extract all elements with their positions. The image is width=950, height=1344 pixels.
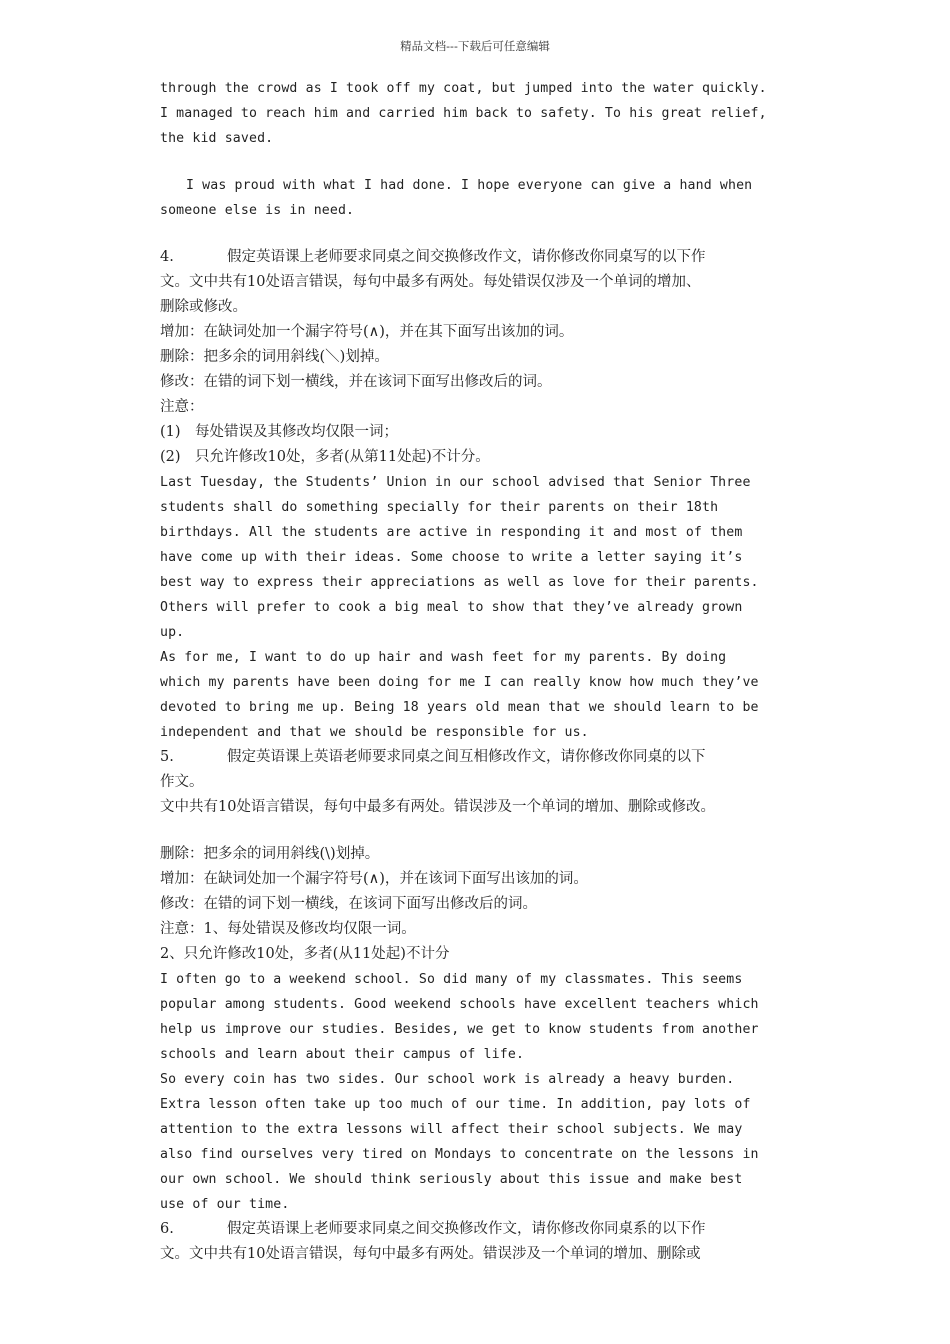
essay-line: up. xyxy=(160,625,185,640)
essay-line: So every coin has two sides. Our school work is already a heavy burden. xyxy=(160,1072,735,1087)
rule-line: 修改：在错的词下划一横线，在该词下面写出修改后的词。 xyxy=(160,896,537,912)
essay-line: Others will prefer to cook a big meal to show that they’ve already grown xyxy=(160,600,743,615)
instruction-line: 文。文中共有10处语言错误，每句中最多有两处。错误涉及一个单词的增加、删除或 xyxy=(160,1246,701,1262)
essay-line: also find ourselves very tired on Mondays to concentrate on the lessons in xyxy=(160,1147,759,1162)
exercise-number: 4. xyxy=(160,249,174,265)
essay-line: schools and learn about their campus of life. xyxy=(160,1047,525,1062)
instruction-line: 假定英语课上老师要求同桌之间交换修改作文，请你修改你同桌写的以下作 xyxy=(227,249,706,265)
rule-line: 删除：把多余的词用斜线(\)划掉。 xyxy=(160,846,380,862)
essay-line: As for me, I want to do up hair and wash feet for my parents. By doing xyxy=(160,650,727,665)
essay-line: Last Tuesday, the Students’ Union in our school advised that Senior Three xyxy=(160,475,751,490)
instruction-line: 文中共有10处语言错误，每句中最多有两处。错误涉及一个单词的增加、删除或修改。 xyxy=(160,799,715,815)
exercise-heading xyxy=(160,245,800,270)
instruction-line: 增加：在缺词处加一个漏字符号(∧)，并在其下面写出该加的词。 xyxy=(160,324,574,340)
exercise-heading xyxy=(160,745,800,770)
exercise-5 xyxy=(160,745,800,1217)
instruction-line: 假定英语课上老师要求同桌之间交换修改作文，请你修改你同桌系的以下作 xyxy=(227,1221,706,1237)
exercise-4 xyxy=(160,245,800,745)
rule-line: 增加：在缺词处加一个漏字符号(∧)，并在该词下面写出该加的词。 xyxy=(160,871,588,887)
exercise-heading xyxy=(160,1217,800,1242)
exercise-number: 6. xyxy=(160,1221,174,1237)
document-body xyxy=(160,76,800,1267)
essay-line: I often go to a weekend school. So did many of my classmates. This seems xyxy=(160,972,743,987)
essay-line: best way to express their appreciations as well as love for their parents. xyxy=(160,575,759,590)
instruction-line: 假定英语课上英语老师要求同桌之间互相修改作文，请你修改你同桌的以下 xyxy=(227,749,706,765)
instruction-line: (2) 只允许修改10处，多者(从第11处起)不计分。 xyxy=(160,449,490,465)
instruction-line: 删除：把多余的词用斜线(＼)划掉。 xyxy=(160,349,389,365)
instruction-line: 作文。 xyxy=(160,774,204,790)
instruction-line: 注意： xyxy=(160,399,204,415)
text-line: through the crowd as I took off my coat, but jumped into the water quickly. xyxy=(160,81,767,96)
essay-line: popular among students. Good weekend schools have excellent teachers which xyxy=(160,997,759,1012)
essay-continuation xyxy=(160,76,800,245)
essay-line: use of our time. xyxy=(160,1197,290,1212)
text-line: I was proud with what I had done. I hope everyone can give a hand when xyxy=(186,178,753,193)
essay-line: which my parents have been doing for me I can really know how much they’ve xyxy=(160,675,759,690)
text-line: the kid saved. xyxy=(160,131,274,146)
essay-line: students shall do something specially for their parents on their 18th xyxy=(160,500,719,515)
essay-line: independent and that we should be responsible for us. xyxy=(160,725,589,740)
instruction-line: 修改：在错的词下划一横线，并在该词下面写出修改后的词。 xyxy=(160,374,552,390)
essay-line: have come up with their ideas. Some choose to write a letter saying it’s xyxy=(160,550,743,565)
essay-line: help us improve our studies. Besides, we get to know students from another xyxy=(160,1022,759,1037)
essay-line: Extra lesson often take up too much of our time. In addition, pay lots of xyxy=(160,1097,751,1112)
instruction-line: 文。文中共有10处语言错误，每句中最多有两处。每处错误仅涉及一个单词的增加、 xyxy=(160,274,701,290)
page-header: 精品文档---下载后可任意编辑 xyxy=(400,39,550,53)
essay-line: our own school. We should think seriously about this issue and make best xyxy=(160,1172,743,1187)
text-line: I managed to reach him and carried him back to safety. To his great relief, xyxy=(160,106,767,121)
instruction-line: 删除或修改。 xyxy=(160,299,247,315)
exercise-6 xyxy=(160,1217,800,1267)
exercise-number: 5. xyxy=(160,749,174,765)
rule-line: 2、只允许修改10处，多者(从11处起)不计分 xyxy=(160,946,450,962)
instruction-line: (1) 每处错误及其修改均仅限一词； xyxy=(160,424,399,440)
essay-line: attention to the extra lessons will affect their school subjects. We may xyxy=(160,1122,743,1137)
text-line: someone else is in need. xyxy=(160,203,355,218)
essay-line: birthdays. All the students are active in responding it and most of them xyxy=(160,525,743,540)
rule-line: 注意：1、每处错误及修改均仅限一词。 xyxy=(160,921,416,937)
essay-line: devoted to bring me up. Being 18 years old mean that we should learn to be xyxy=(160,700,759,715)
